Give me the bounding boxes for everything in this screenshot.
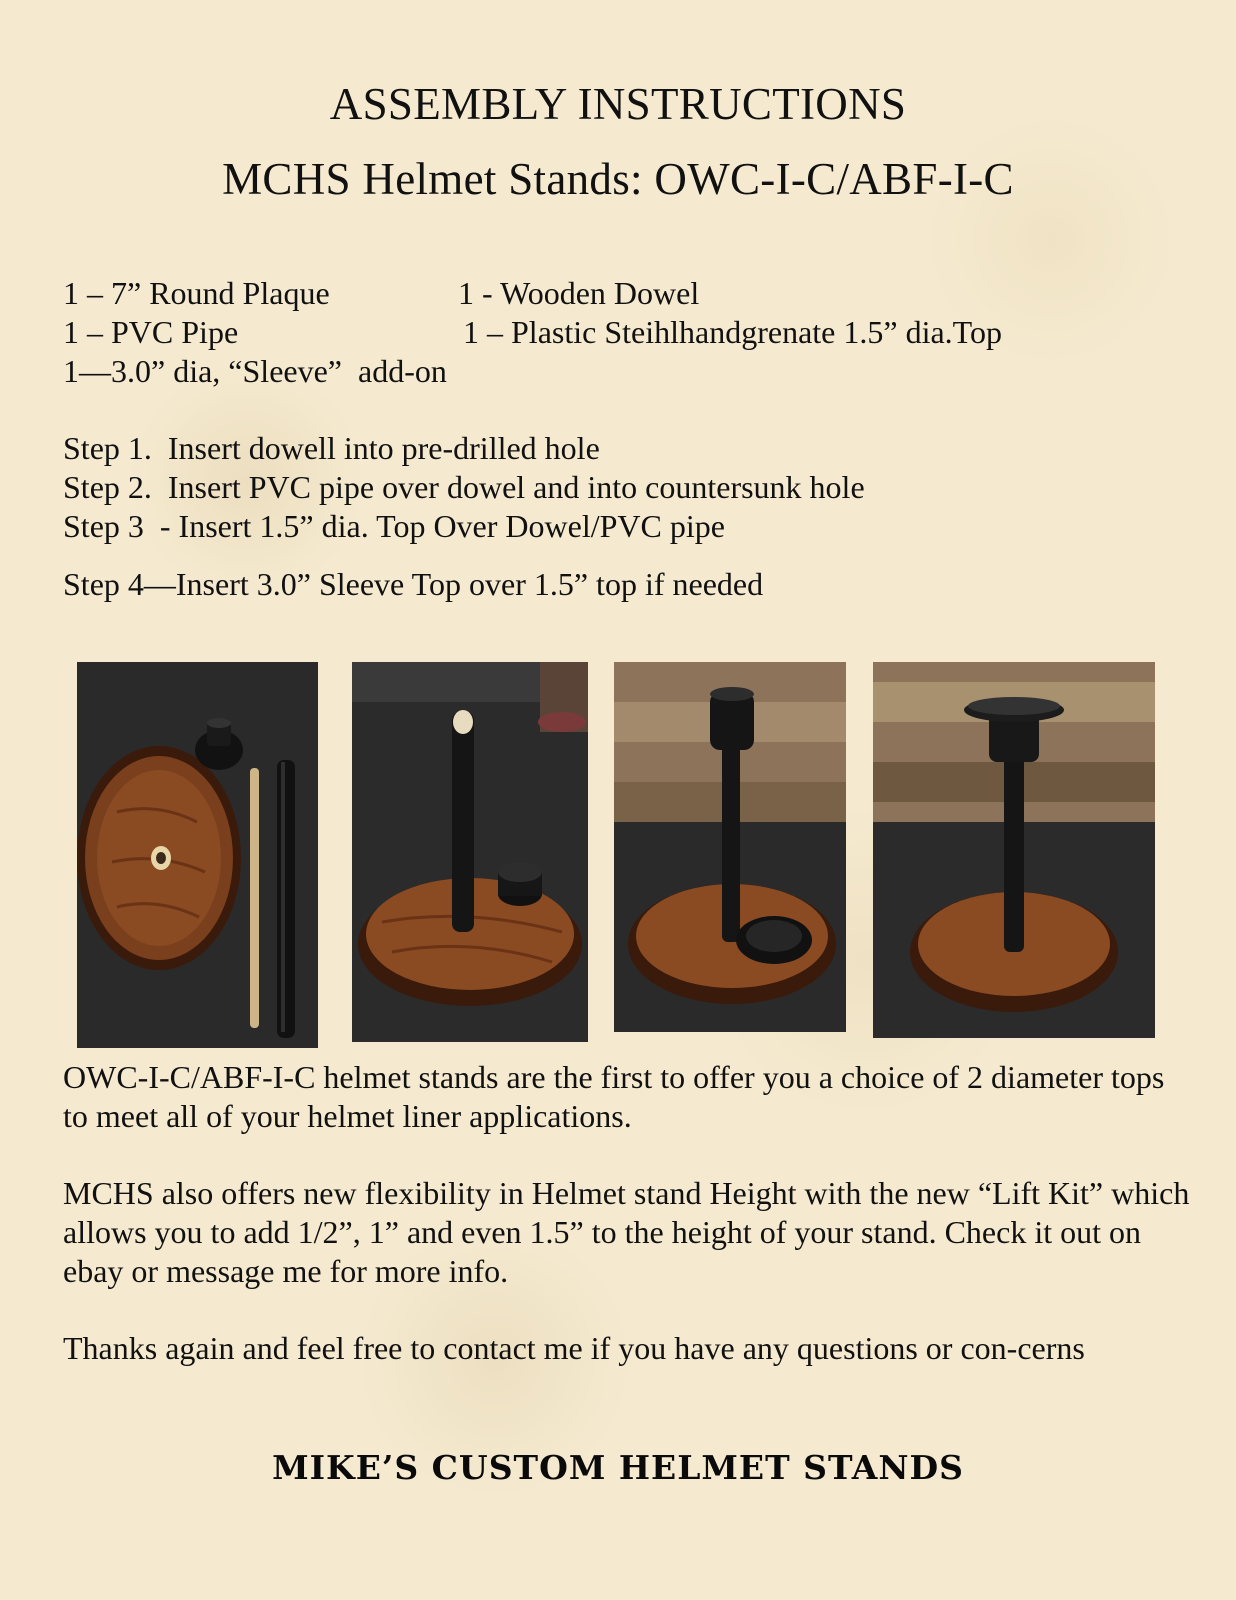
step-2: Step 2. Insert PVC pipe over dowel and into countersunk hole [63, 469, 865, 505]
page-title: ASSEMBLY INSTRUCTIONS [329, 79, 907, 129]
step-3: Step 3 - Insert 1.5” dia. Top Over Dowel/PVC pipe [63, 508, 725, 544]
parts-item-dowel: 1 - Wooden Dowel [458, 275, 700, 311]
photo-pipe-inserted [352, 662, 588, 1042]
parts-item-sleeve: 1—3.0” dia, “Sleeve” add-on [63, 353, 447, 389]
page-subtitle: MCHS Helmet Stands: OWC-I-C/ABF-I-C [222, 154, 1014, 204]
parts-item-top: 1 – Plastic Steihlhandgrenate 1.5” dia.Top [463, 314, 1002, 350]
paragraph-intro: OWC-I-C/ABF-I-C helmet stands are the first to offer you a choice of 2 diameter tops to meet all of your helmet liner applications. [63, 1059, 1165, 1134]
parts-item-plaque: 1 – 7” Round Plaque [63, 275, 330, 311]
paragraph-thanks: Thanks again and feel free to contact me if you have any questions or con-cerns [63, 1330, 1085, 1366]
paragraph-lift-kit: MCHS also offers new flexibility in Helmet stand Height with the new “Lift Kit” which allows you to add 1/2”, 1” and even 1.5” to the height of your stand. Check it out on ebay or message me for more info. [63, 1175, 1190, 1289]
photo-top-installed [614, 662, 846, 1032]
brand-footer: MIKE’S CUSTOM HELMET STANDS [272, 1448, 964, 1487]
step-4: Step 4—Insert 3.0” Sleeve Top over 1.5” top if needed [63, 566, 764, 602]
photo-parts-layout [77, 662, 318, 1048]
photo-sleeve-installed [873, 662, 1155, 1038]
parts-item-pvc: 1 – PVC Pipe [63, 314, 239, 350]
step-1: Step 1. Insert dowell into pre-drilled hole [63, 430, 600, 466]
